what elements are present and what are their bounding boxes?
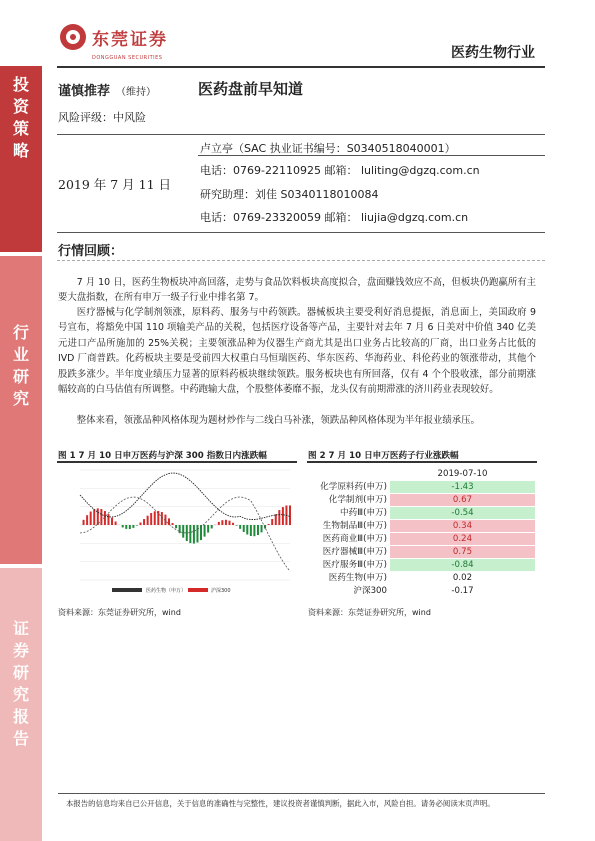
bar-mark [275,514,277,525]
bar-mark [93,509,95,525]
bar-mark [179,525,181,533]
table-row [308,585,535,598]
paragraph: 7 月 10 日，医药生物板块冲高回落，走势与食品饮料板块高度拟合，盘面赚钱效应不高，但板块仍跑赢所有主要大盘指数，在所有申万一级子行业中排名第 7。 [58,277,536,304]
subsector-value: -0.54 [390,507,535,520]
bar-mark [136,525,138,526]
bar-mark [83,520,85,525]
logo-text: 东莞证券 [92,29,168,50]
sidebar-char: 券 [12,641,29,660]
bar-mark [175,525,177,528]
rating [58,80,156,99]
subsector-value: 0.67 [390,494,535,507]
subsector-name: 医药生物(申万) [308,572,390,585]
risk-rating: 风险评级：中风险 [58,111,146,124]
subsector-name: 化学原料药(申万) [308,481,390,494]
sidebar-char: 研 [12,367,29,386]
subsector-name: 生物制品Ⅲ(申万) [308,520,390,533]
bar-mark [271,519,273,525]
subsector-value: 0.75 [390,546,535,559]
sidebar-char: 略 [12,141,29,160]
sidebar-char: 投 [12,75,29,94]
bar-mark [193,525,195,544]
assistant-contact: 电话：0769-23320059 邮箱： liujia@dgzq.com.cn [200,211,469,224]
analyst-line: 卢立亭（SAC 执业证书编号：S0340518040001） [200,142,456,155]
subsector-table [308,468,535,598]
bar-mark [125,525,127,529]
bar-mark [147,516,149,525]
subsector-name: 化学制剂(申万) [308,494,390,507]
bar-mark [289,505,291,525]
sidebar-section-report [0,568,42,841]
legend-swatch-hs300 [188,588,208,592]
logo-subtitle: DONGGUAN SECURITIES [92,55,163,61]
bar-mark [204,525,206,537]
section-divider [57,260,545,261]
bar-mark [250,525,252,536]
bar-mark [140,523,142,525]
table-row [308,507,535,520]
bar-mark [154,511,156,525]
paragraph: 医疗器械与化学制剂领涨，原料药、服务与中药领跌。器械板块主要受利好消息提振，消息面上，美国政府 9 号宣布，将豁免中国 110 项输美产品的关税，包括医疗设备等产品，主要针对去年 7 月 6 日美对中价值 340 亿美元进口产品所施加的 25%关税；主要领涨品种为仪器生产商尤其是出口业务占比较高的厂商，出口业务占比低的 IVD 厂商普跌。化药板块主要是受前四大权重白马恒瑞医药、华东医药、华海药业、科伦药业的领涨带动，其他个股跌多涨少。半年度业绩压力显著的原料药板块继续领跌。服务板块也有所回落，仅有 4 个个股收涨，部分前期涨幅较高的白马估值有所调整。中药跑输大盘，个股整体萎靡不振，龙头仅有前期滞涨的济川药业表现较好。 [58,307,536,396]
table-row [308,533,535,546]
bar-mark [107,514,109,525]
chart-legend [112,587,231,594]
table-row [308,546,535,559]
table-row [308,572,535,585]
table-header-row [308,468,535,481]
bar-mark [86,515,88,525]
industry-label: 医药生物行业 [451,45,535,61]
section-title: 行情回顾： [58,244,124,259]
paragraph: 整体来看，领涨品种风格体现为题材炒作与二线白马补涨，领跌品种风格体现为半年报业绩承压。 [76,415,480,426]
sidebar-char: 研 [12,663,29,682]
chart-bars [83,505,291,543]
bar-mark [225,520,227,525]
subsector-value: -1.43 [390,481,535,494]
table-row [308,481,535,494]
bar-mark [232,523,234,525]
subsector-name: 医药商业Ⅲ(申万) [308,533,390,546]
bar-mark [186,525,188,541]
sidebar-char: 证 [12,619,29,638]
subsector-value: -0.17 [390,585,535,598]
bar-mark [150,513,152,525]
bar-mark [268,524,270,525]
subsector-name: 医疗器械Ⅲ(申万) [308,546,390,559]
bar-mark [132,525,134,528]
bar-mark [168,518,170,525]
sidebar-section-strategy [0,66,42,252]
subsector-name: 沪深300 [308,585,390,598]
bar-mark [161,512,163,525]
bar-mark [282,507,284,525]
table-row [308,520,535,533]
sidebar-char: 策 [12,119,29,138]
logo-icon [60,24,86,50]
bar-mark [236,525,238,526]
sidebar-char: 告 [12,729,29,748]
bar-mark [143,519,145,525]
sidebar-char: 究 [12,685,29,704]
report-date: 2019 年 7 月 11 日 [58,177,172,192]
figure1-rule [57,461,297,463]
subsector-name: 中药Ⅲ(申万) [308,507,390,520]
subsector-value: -0.84 [390,559,535,572]
bar-mark [211,525,213,528]
bar-mark [253,525,255,536]
bar-mark [97,508,99,525]
company-logo [60,24,168,50]
bar-mark [122,525,124,527]
figure1-source: 资料来源：东莞证券研究所，wind [58,608,181,617]
subsector-name: 医疗服务Ⅲ(申万) [308,559,390,572]
subsector-value: 0.34 [390,520,535,533]
legend-label-hs300: 沪深300 [211,588,231,594]
rating-label: 谨慎推荐 [58,84,111,99]
legend-label-pharma: 医药生物（申万） [146,588,187,594]
bar-mark [243,525,245,532]
series-line-pharma [80,473,290,520]
bar-mark [182,525,184,538]
bar-mark [115,522,117,525]
subsector-value: 0.02 [390,572,535,585]
bar-mark [100,509,102,525]
bar-mark [172,523,174,525]
analyst-contact: 电话：0769-22110925 邮箱： luliting@dgzq.com.cn [200,164,480,177]
bar-mark [111,518,113,525]
figure2-rule [307,461,537,463]
bar-mark [218,522,220,525]
bar-mark [261,525,263,532]
bar-mark [239,525,241,529]
subsector-value: 0.24 [390,533,535,546]
bar-mark [228,521,230,525]
bar-mark [196,525,198,542]
rating-note: （维持） [116,87,157,98]
figure2-caption: 图 2 7 月 10 日申万医药子行业涨跌幅 [308,451,459,461]
legend-swatch-pharma [112,588,142,592]
bar-mark [278,510,280,525]
bar-mark [90,512,92,525]
bar-mark [189,525,191,543]
divider [57,232,545,233]
footer-divider [58,793,545,794]
sidebar-char: 行 [12,323,29,342]
disclaimer: 本报告的信息均来自已公开信息，关于信息的准确性与完整性，建议投资者谨慎判断，据此入市，风险自担。请务必阅读末页声明。 [66,799,495,808]
sidebar-char: 报 [12,707,29,726]
figure2-source: 资料来源：东莞证券研究所，wind [308,608,431,617]
report-title: 医药盘前早知道 [198,80,304,98]
sidebar-char: 业 [12,345,29,364]
bar-mark [129,525,131,529]
figure1-caption: 图 1 7 月 10 日申万医药与沪深 300 指数日内涨跌幅 [58,451,267,461]
sidebar-char: 究 [12,389,29,408]
bar-mark [257,525,259,535]
sidebar-char: 资 [12,97,29,116]
intraday-chart [58,464,298,600]
table-row [308,559,535,572]
assistant-line: 研究助理：刘佳 S0340118010084 [200,188,379,201]
divider [57,134,545,135]
bar-mark [246,525,248,534]
table-header-date: 2019-07-10 [390,468,535,481]
header-divider [57,66,545,68]
bar-mark [207,525,209,533]
bar-mark [221,520,223,525]
table-row [308,494,535,507]
sidebar-section-industry [0,256,42,564]
